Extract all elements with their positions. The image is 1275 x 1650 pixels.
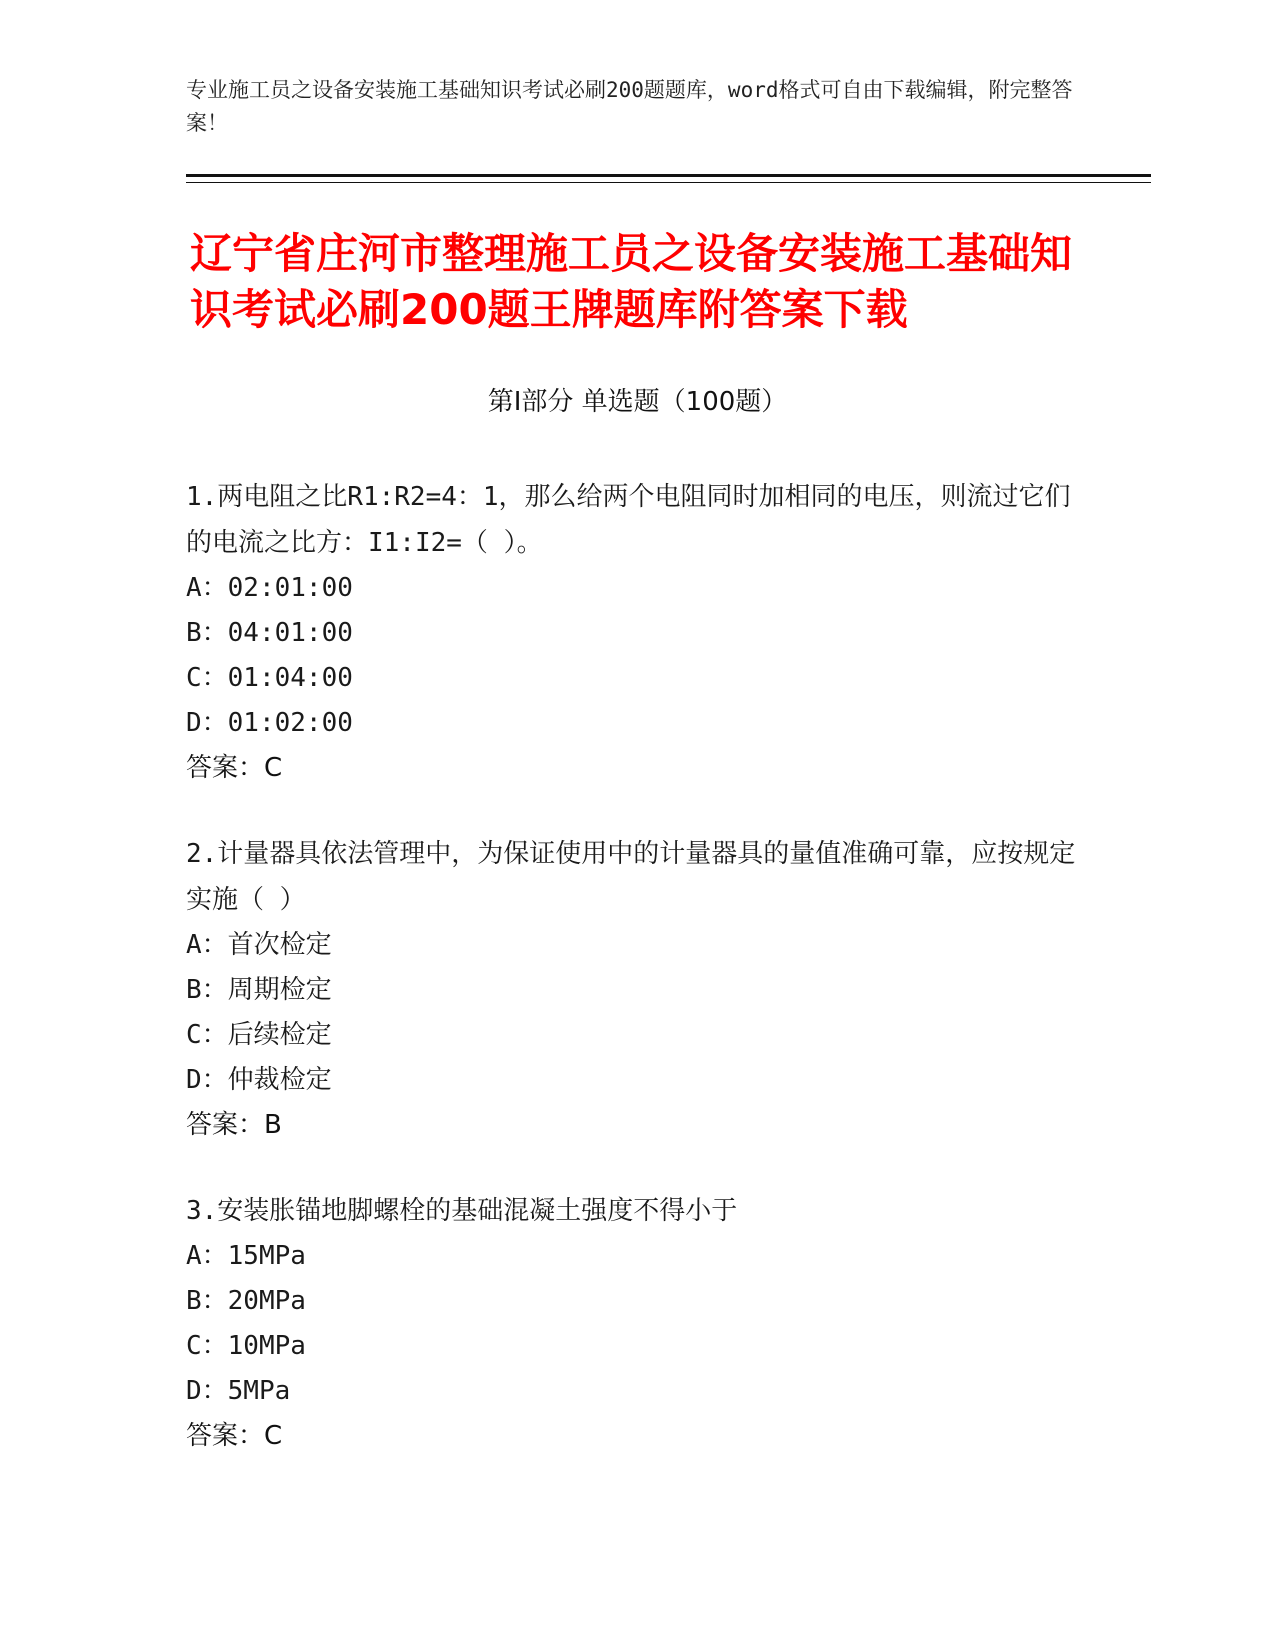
answer: 答案：C (186, 1421, 283, 1451)
question-stem: 2.计量器具依法管理中，为保证使用中的计量器具的量值准确可靠，应按规定实施（ ） (186, 839, 1076, 915)
option-d: D：5MPa (186, 1376, 291, 1406)
header-note: 专业施工员之设备安装施工基础知识考试必刷200题题库，word格式可自由下载编辑，附完整答案！ (186, 78, 1073, 135)
option-b: B：20MPa (186, 1286, 306, 1316)
option-c: C：10MPa (186, 1331, 306, 1361)
document-title: 辽宁省庄河市整理施工员之设备安装施工基础知识考试必刷200题王牌题库附答案下载 (190, 229, 1073, 334)
option-a: A：15MPa (186, 1241, 306, 1271)
answer: 答案：B (186, 1110, 282, 1140)
option-c: C：后续检定 (186, 1020, 332, 1050)
option-a: A：02:01:00 (186, 573, 353, 603)
option-c: C：01:04:00 (186, 663, 353, 693)
question-2 (186, 831, 1086, 1148)
question-1 (186, 474, 1086, 791)
section-title: 第Ⅰ部分 单选题（100题） (487, 387, 788, 417)
option-b: B：04:01:00 (186, 618, 353, 648)
header-divider-thin (186, 182, 1151, 183)
option-d: D：仲裁检定 (186, 1065, 332, 1095)
option-b: B：周期检定 (186, 975, 332, 1005)
question-stem: 1.两电阻之比R1:R2=4：1，那么给两个电阻同时加相同的电压，则流过它们的电流之比方：I1:I2=（ ）。 (186, 482, 1071, 558)
option-d: D：01:02:00 (186, 708, 353, 738)
question-stem: 3.安装胀锚地脚螺栓的基础混凝土强度不得小于 (186, 1196, 738, 1226)
option-a: A：首次检定 (186, 930, 332, 960)
question-list (186, 474, 1086, 1499)
question-3 (186, 1188, 1086, 1459)
answer: 答案：C (186, 753, 283, 783)
header-divider-thick (186, 174, 1151, 177)
